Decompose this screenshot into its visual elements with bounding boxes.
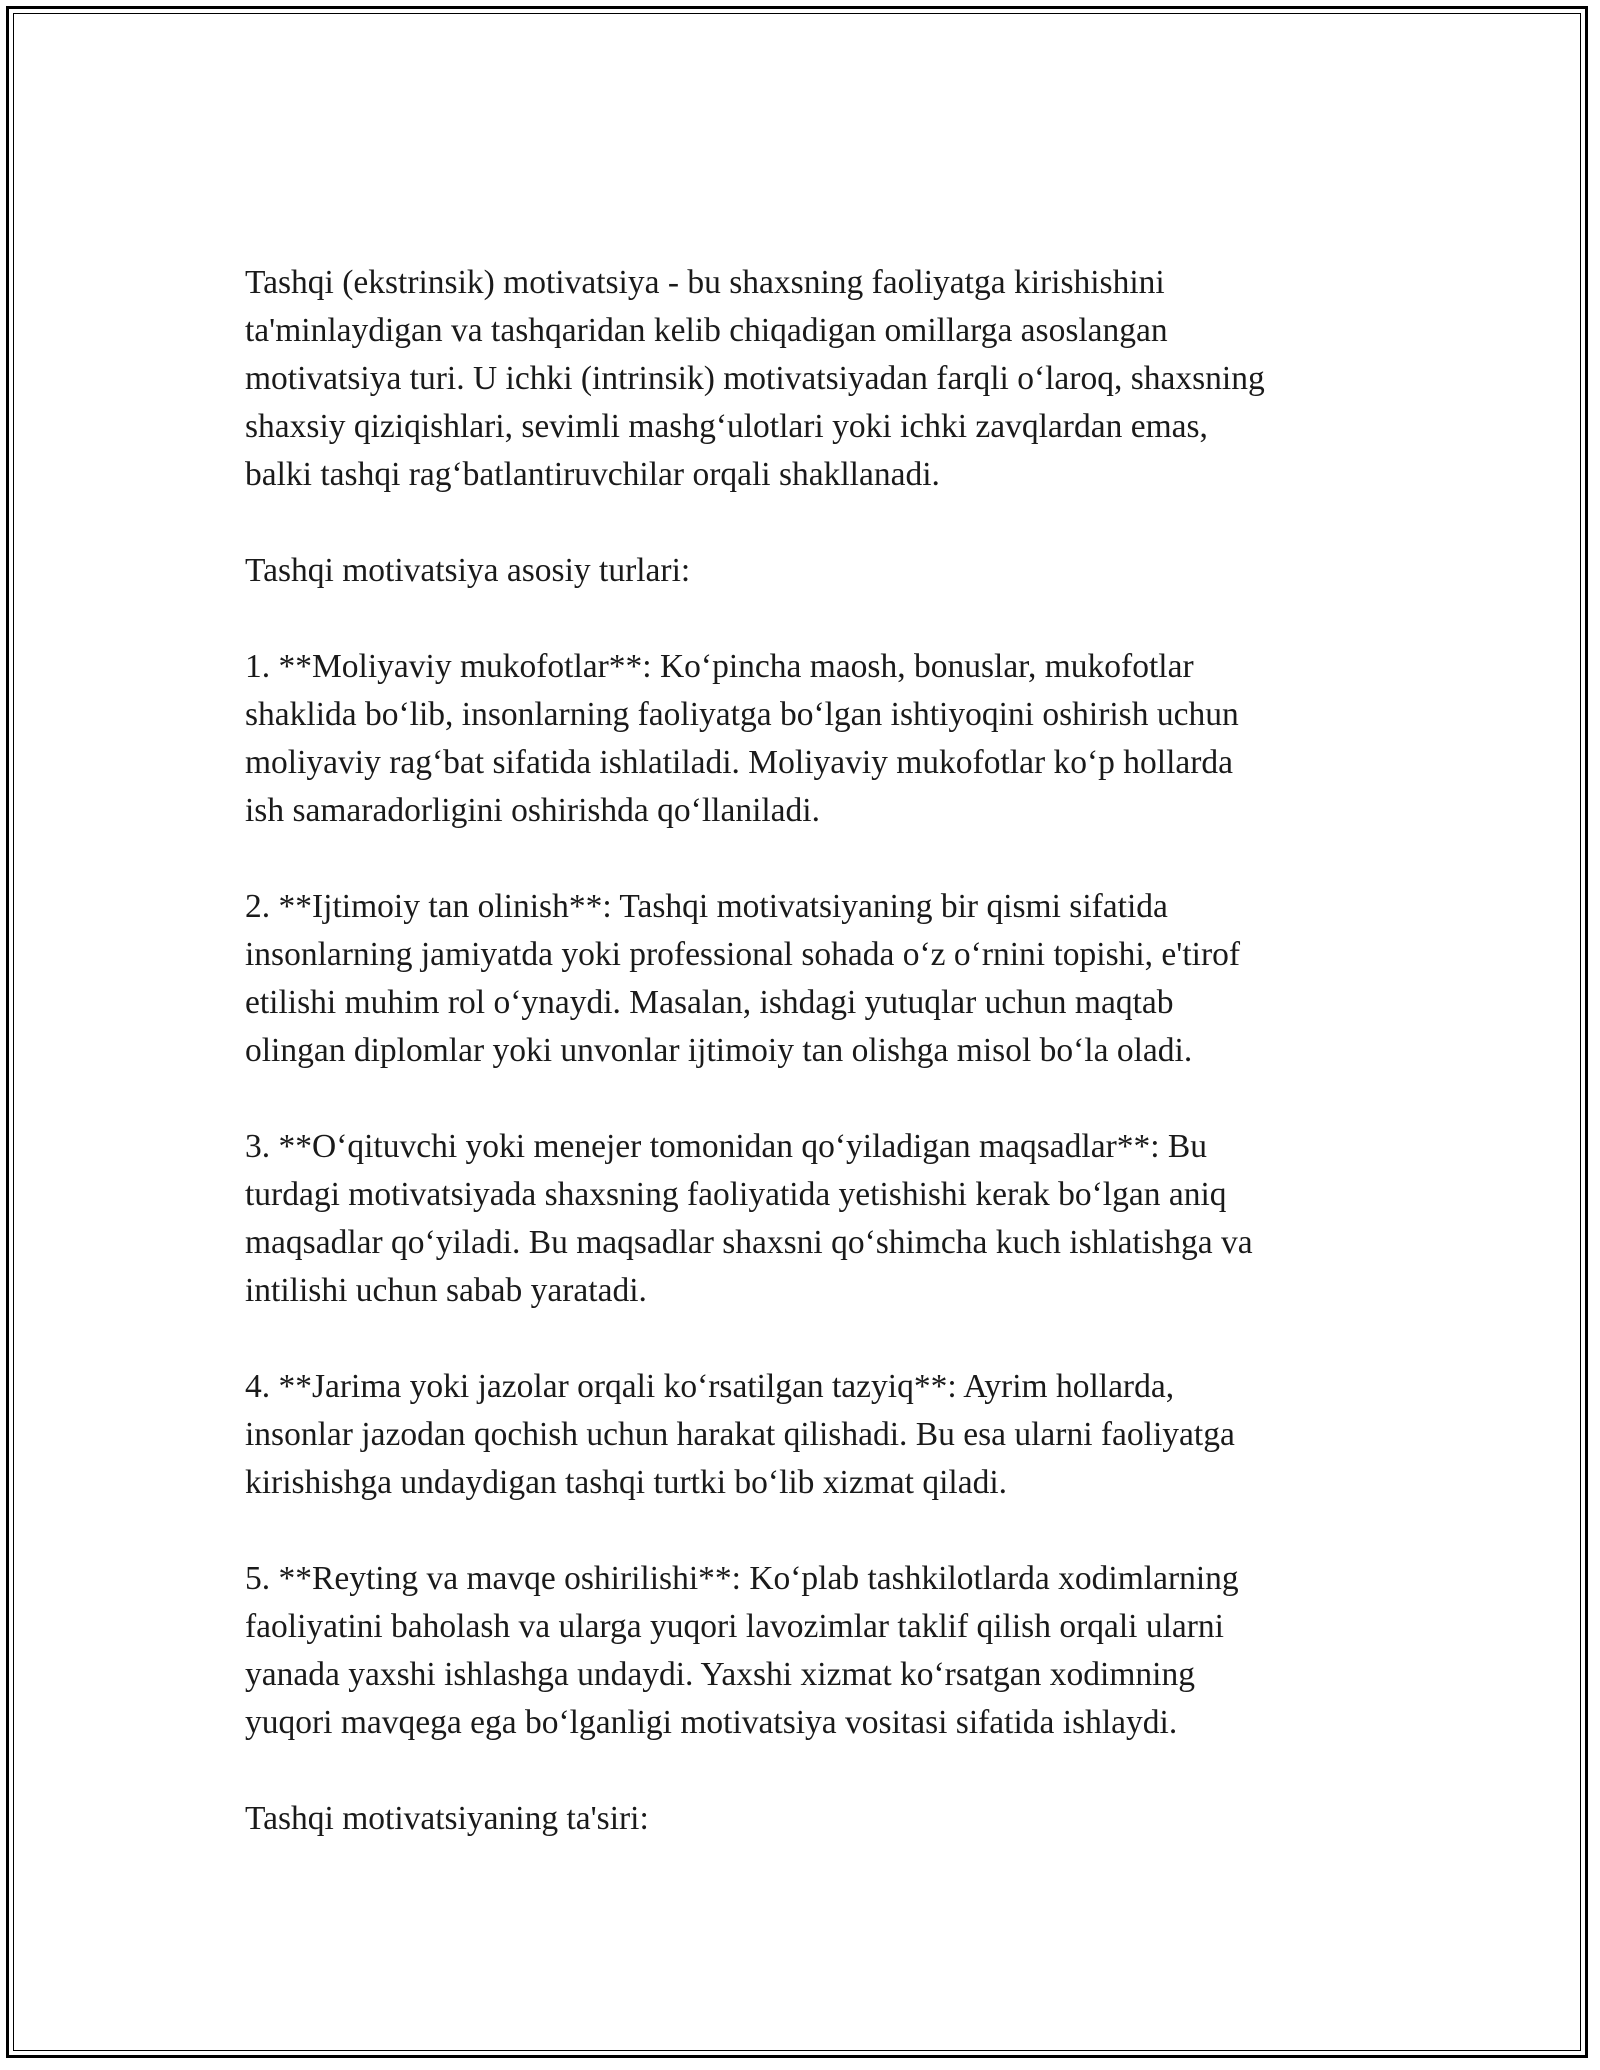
list-item-social-recognition: 2. **Ijtimoiy tan olinish**: Tashqi motivatsiyaning bir qismi sifatida insonlarning jamiyatda yoki professional sohada o‘z o‘rnini topishi, e'tirof etilishi muhim rol o‘ynaydi. Masalan, ishdagi yutuqlar uchun maqtab olingan diplomlar yoki unvonlar ijtimoiy tan olishga misol bo‘la oladi.: [245, 888, 1241, 1069]
intro-paragraph: Tashqi (ekstrinsik) motivatsiya - bu shaxsning faoliyatga kirishishini ta'minlaydigan va tashqaridan kelib chiqadigan omillarga asoslangan motivatsiya turi. U ichki (intrinsik) motivatsiyadan farqli o‘laroq, shaxsning shaxsiy qiziqishlari, sevimli mashg‘ulotlari yoki ichki zavqlardan emas, balki tashqi rag‘batlantiruvchilar orqali shakllanadi.: [245, 264, 1265, 493]
types-heading: Tashqi motivatsiya asosiy turlari:: [245, 552, 691, 589]
list-item-rating-status: 5. **Reyting va mavqe oshirilishi**: Ko‘plab tashkilotlarda xodimlarning faoliyatini baholash va ularga yuqori lavozimlar taklif qilish orqali ularni yanada yaxshi ishlashga undaydi. Yaxshi xizmat ko‘rsatgan xodimning yuqori mavqega ega bo‘lganligi motivatsiya vositasi sifatida ishlaydi.: [245, 1560, 1239, 1741]
list-item-penalties: 4. **Jarima yoki jazolar orqali ko‘rsatilgan tazyiq**: Ayrim hollarda, insonlar jazodan qochish uchun harakat qilishadi. Bu esa ularni faoliyatga kirishishga undaydigan tashqi turtki bo‘lib xizmat qiladi.: [245, 1368, 1235, 1501]
list-item-financial-rewards: 1. **Moliyaviy mukofotlar**: Ko‘pincha maosh, bonuslar, mukofotlar shaklida bo‘lib, insonlarning faoliyatga bo‘lgan ishtiyoqini oshirish uchun moliyaviy rag‘bat sifatida ishlatiladi. Moliyaviy mukofotlar ko‘p hollarda ish samaradorligini oshirishda qo‘llaniladi.: [245, 648, 1239, 829]
list-item-assigned-goals: 3. **O‘qituvchi yoki menejer tomonidan qo‘yiladigan maqsadlar**: Bu turdagi motivatsiyada shaxsning faoliyatida yetishishi kerak bo‘lgan aniq maqsadlar qo‘yiladi. Bu maqsadlar shaxsni qo‘shimcha kuch ishlatishga va intilishi uchun sabab yaratadi.: [245, 1128, 1253, 1309]
document-body: [245, 259, 1395, 1843]
page-frame: [6, 6, 1588, 2058]
impact-heading: Tashqi motivatsiyaning ta'siri:: [245, 1800, 649, 1837]
